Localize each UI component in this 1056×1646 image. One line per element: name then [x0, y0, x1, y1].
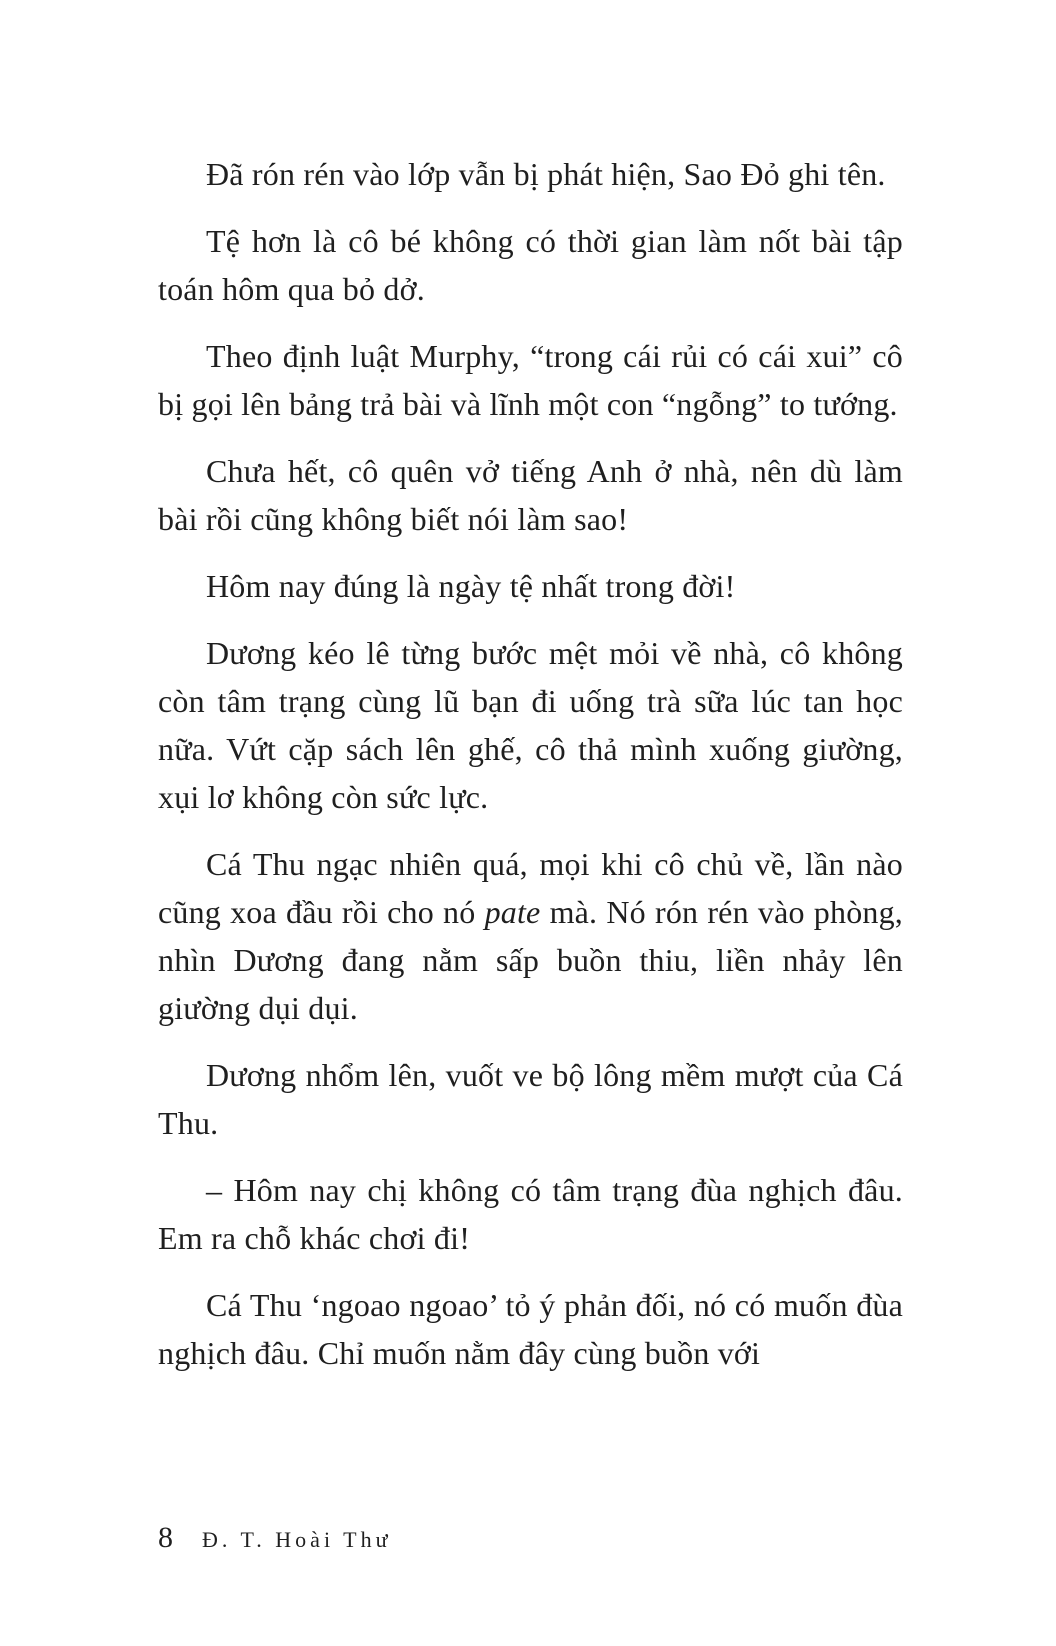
paragraph: Hôm nay đúng là ngày tệ nhất trong đời!	[206, 568, 736, 604]
text-run: mà. Nó rón rén vào phòng, nhìn Dương đang nằm sấp buồn thiu, liền nhảy lên giường dụi dụi.	[158, 894, 903, 1026]
author-name: Đ. T. Hoài Thư	[202, 1527, 392, 1552]
paragraph: Chưa hết, cô quên vở tiếng Anh ở nhà, nên dù làm bài rồi cũng không biết nói làm sao!	[158, 453, 903, 537]
dialogue-paragraph: – Hôm nay chị không có tâm trạng đùa nghịch đâu. Em ra chỗ khác chơi đi!	[158, 1172, 903, 1256]
paragraph: Tệ hơn là cô bé không có thời gian làm nốt bài tập toán hôm qua bỏ dở.	[158, 223, 903, 307]
page-footer	[158, 1520, 392, 1558]
paragraph: Cá Thu ‘ngoao ngoao’ tỏ ý phản đối, nó có muốn đùa nghịch đâu. Chỉ muốn nằm đây cùng buồn với	[158, 1287, 903, 1371]
paragraph: Dương nhổm lên, vuốt ve bộ lông mềm mượt của Cá Thu.	[158, 1057, 903, 1141]
italic-word: pate	[484, 894, 541, 930]
page-number: 8	[158, 1521, 173, 1554]
paragraph: Đã rón rén vào lớp vẫn bị phát hiện, Sao Đỏ ghi tên.	[206, 156, 886, 192]
paragraph: Theo định luật Murphy, “trong cái rủi có cái xui” cô bị gọi lên bảng trả bài và lĩnh một con “ngỗng” to tướng.	[158, 338, 903, 422]
text-run: Cá Thu ngạc nhiên quá, mọi khi cô chủ về, lần nào cũng xoa đầu rồi cho nó	[158, 846, 903, 930]
paragraph: Dương kéo lê từng bước mệt mỏi về nhà, cô không còn tâm trạng cùng lũ bạn đi uống trà sữa lúc tan học nữa. Vứt cặp sách lên ghế, cô thả mình xuống giường, xụi lơ không còn sức lực.	[158, 635, 903, 815]
paragraph-with-italic	[158, 840, 903, 1032]
body-text	[158, 150, 903, 1396]
